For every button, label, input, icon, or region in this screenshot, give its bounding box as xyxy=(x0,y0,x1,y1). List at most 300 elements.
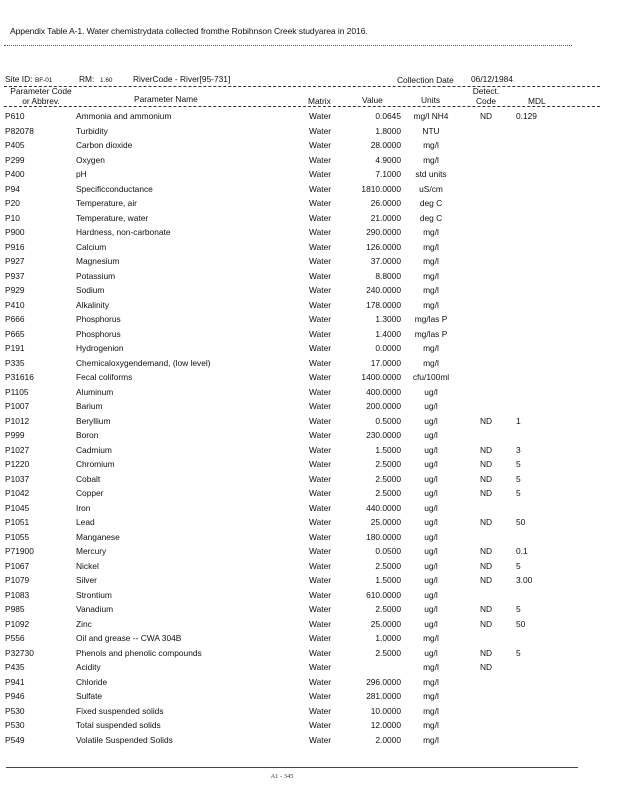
table-row xyxy=(0,242,618,257)
parameter-name: Magnesium xyxy=(76,256,120,266)
detect-code-cell: ND xyxy=(479,604,493,614)
parameter-code: P985 xyxy=(5,604,25,614)
header-param-code-line2: or Abbrev. xyxy=(22,96,60,106)
units-cell: cfu/100ml xyxy=(412,372,450,382)
units-cell: mg/l xyxy=(423,720,439,730)
table-row xyxy=(0,213,618,228)
parameter-code: P20 xyxy=(5,198,20,208)
value-cell: 25.0000 xyxy=(370,517,401,527)
header-detect-line1: Detect. xyxy=(472,86,500,96)
units-cell: mg/l NH4 xyxy=(413,111,449,121)
parameter-name: Silver xyxy=(76,575,97,585)
parameter-name: Vanadium xyxy=(76,604,114,614)
value-cell: 2.5000 xyxy=(375,473,401,484)
parameter-name: Chromium xyxy=(76,459,115,469)
matrix-cell: Water xyxy=(309,473,332,484)
matrix-cell: Water xyxy=(309,111,332,121)
parameter-code: P999 xyxy=(5,430,25,440)
value-cell: 1.5000 xyxy=(375,444,401,455)
table-row xyxy=(0,474,618,489)
table-row xyxy=(0,372,618,387)
parameter-code: P32730 xyxy=(5,647,34,658)
units-cell: mg/l xyxy=(423,270,439,281)
parameter-name: Copper xyxy=(76,488,104,498)
value-cell: 1.8000 xyxy=(375,125,401,136)
table-row xyxy=(0,503,618,518)
site-id-label: Site ID: xyxy=(5,74,33,84)
table-row xyxy=(0,445,618,460)
value-cell: 610.0000 xyxy=(366,589,401,600)
matrix-cell: Water xyxy=(309,357,332,368)
matrix-cell: Water xyxy=(309,531,332,542)
value-cell: 4.9000 xyxy=(375,154,401,165)
matrix-cell: Water xyxy=(309,154,332,165)
mdl-cell: 50 xyxy=(516,618,526,629)
header-bottom-divider xyxy=(4,106,600,107)
table-row xyxy=(0,111,618,126)
parameter-name: Cadmium xyxy=(76,444,112,455)
value-cell: 2.5000 xyxy=(375,488,401,498)
units-cell: mg/l xyxy=(423,676,439,687)
units-cell: mg/l xyxy=(423,227,439,237)
parameter-name: Zinc xyxy=(76,618,92,629)
mdl-cell: 5 xyxy=(516,488,521,498)
value-cell: 290.0000 xyxy=(366,227,401,237)
matrix-cell: Water xyxy=(309,676,332,687)
river-code: RiverCode - River[95-731] xyxy=(133,74,231,84)
parameter-code: P1083 xyxy=(5,589,30,600)
parameter-name: Volatile Suspended Solids xyxy=(76,734,173,745)
parameter-code: P900 xyxy=(5,227,25,237)
parameter-name: Nickel xyxy=(76,560,99,571)
parameter-name: Cobalt xyxy=(76,473,101,484)
parameter-name: Sulfate xyxy=(76,691,103,701)
value-cell: 21.0000 xyxy=(370,212,401,223)
units-cell: mg/l xyxy=(423,285,439,295)
units-cell: ug/l xyxy=(424,604,438,614)
value-cell: 28.0000 xyxy=(370,140,401,150)
matrix-cell: Water xyxy=(309,227,332,237)
parameter-name: Temperature, water xyxy=(76,212,149,223)
units-cell: mg/l xyxy=(423,154,439,165)
parameter-code: P530 xyxy=(5,705,25,716)
value-cell: 240.0000 xyxy=(366,285,401,295)
matrix-cell: Water xyxy=(309,691,332,701)
header-top-divider xyxy=(4,86,600,87)
parameter-code: P31616 xyxy=(5,372,34,382)
units-cell: ug/l xyxy=(424,459,438,469)
value-cell: 7.1000 xyxy=(375,169,401,179)
matrix-cell: Water xyxy=(309,560,332,571)
value-cell: 0.5000 xyxy=(375,415,401,426)
parameter-name: Turbidity xyxy=(76,125,108,136)
units-cell: ug/l xyxy=(424,488,438,498)
units-cell: std units xyxy=(415,169,447,179)
matrix-cell: Water xyxy=(309,125,332,136)
table-row xyxy=(0,329,618,344)
value-cell: 296.0000 xyxy=(366,676,401,687)
parameter-code: P1105 xyxy=(5,386,29,397)
matrix-cell: Water xyxy=(309,183,332,194)
value-cell: 2.5000 xyxy=(375,459,401,469)
value-cell: 281.0000 xyxy=(366,691,401,701)
value-cell: 2.5000 xyxy=(375,560,401,571)
matrix-cell: Water xyxy=(309,212,332,223)
matrix-cell: Water xyxy=(309,633,332,643)
site-id-value: BF-01 xyxy=(35,77,53,84)
parameter-name: Specificconductance xyxy=(76,183,153,194)
table-row xyxy=(0,358,618,373)
units-cell: mg/l xyxy=(423,662,439,672)
parameter-code: P335 xyxy=(5,357,25,368)
parameter-code: P929 xyxy=(5,285,25,295)
detect-code-cell: ND xyxy=(479,662,493,672)
matrix-cell: Water xyxy=(309,502,332,513)
units-cell: ug/l xyxy=(424,444,438,455)
parameter-name: Phenols and phenolic compounds xyxy=(76,647,202,658)
header-matrix: Matrix xyxy=(308,96,331,106)
parameter-code: P191 xyxy=(5,343,25,353)
detect-code-cell: ND xyxy=(479,488,493,498)
parameter-code: P410 xyxy=(5,299,25,310)
detect-code-cell: ND xyxy=(479,444,493,455)
matrix-cell: Water xyxy=(309,589,332,600)
units-cell: deg C xyxy=(419,198,443,208)
table-row xyxy=(0,517,618,532)
parameter-code: P82078 xyxy=(5,125,34,136)
units-cell: mg/las P xyxy=(414,328,448,339)
parameter-code: P665 xyxy=(5,328,25,339)
matrix-cell: Water xyxy=(309,169,332,179)
table-row xyxy=(0,575,618,590)
parameter-name: Hydrogenion xyxy=(76,343,124,353)
table-row xyxy=(0,561,618,576)
value-cell: 37.0000 xyxy=(370,256,401,266)
units-cell: ug/l xyxy=(424,415,438,426)
parameter-code: P937 xyxy=(5,270,25,281)
table-row xyxy=(0,604,618,619)
units-cell: ug/l xyxy=(424,502,438,513)
detect-code-cell: ND xyxy=(479,647,493,658)
units-cell: mg/l xyxy=(423,241,439,252)
parameter-code: P71900 xyxy=(5,546,34,556)
mdl-cell: 1 xyxy=(516,415,521,426)
parameter-name: Hardness, non-carbonate xyxy=(76,227,171,237)
parameter-name: Barium xyxy=(76,401,103,411)
table-row xyxy=(0,401,618,416)
matrix-cell: Water xyxy=(309,241,332,252)
parameter-code: P530 xyxy=(5,720,25,730)
parameter-name: Phosphorus xyxy=(76,328,121,339)
units-cell: ug/l xyxy=(424,473,438,484)
parameter-code: P1042 xyxy=(5,488,30,498)
table-row xyxy=(0,619,618,634)
units-cell: mg/l xyxy=(423,256,439,266)
units-cell: mg/l xyxy=(423,343,439,353)
parameter-code: P1092 xyxy=(5,618,30,629)
header-mdl: MDL xyxy=(528,96,546,106)
table-row xyxy=(0,648,618,663)
parameter-name: Fixed suspended solids xyxy=(76,705,164,716)
units-cell: ug/l xyxy=(424,589,438,600)
parameter-code: P549 xyxy=(5,734,25,745)
value-cell: 0.0000 xyxy=(375,343,401,353)
value-cell: 1.0000 xyxy=(375,633,401,643)
mdl-cell: 0.129 xyxy=(516,111,537,121)
parameter-code: P666 xyxy=(5,314,25,324)
table-row xyxy=(0,256,618,271)
matrix-cell: Water xyxy=(309,705,332,716)
units-cell: uS/cm xyxy=(419,183,443,194)
matrix-cell: Water xyxy=(309,488,332,498)
parameter-name: Aluminum xyxy=(76,386,114,397)
matrix-cell: Water xyxy=(309,720,332,730)
parameter-name: Acidity xyxy=(76,662,101,672)
table-row xyxy=(0,430,618,445)
parameter-code: P1027 xyxy=(5,444,30,455)
mdl-cell: 5 xyxy=(516,473,521,484)
matrix-cell: Water xyxy=(309,299,332,310)
table-row xyxy=(0,546,618,561)
header-value: Value xyxy=(362,95,383,105)
value-cell: 1.3000 xyxy=(375,314,401,324)
parameter-code: P1045 xyxy=(5,502,30,513)
table-row xyxy=(0,343,618,358)
units-cell: ug/l xyxy=(424,517,438,527)
matrix-cell: Water xyxy=(309,401,332,411)
value-cell: 26.0000 xyxy=(370,198,401,208)
footer-divider xyxy=(6,767,578,768)
value-cell: 1.5000 xyxy=(375,575,401,585)
detect-code-cell: ND xyxy=(479,618,493,629)
parameter-code: P94 xyxy=(5,183,20,194)
parameter-code: P1037 xyxy=(5,473,30,484)
units-cell: ug/l xyxy=(424,575,438,585)
parameter-code: P405 xyxy=(5,140,25,150)
units-cell: mg/l xyxy=(423,734,439,745)
detect-code-cell: ND xyxy=(479,459,493,469)
parameter-code: P941 xyxy=(5,676,25,687)
header-param-name: Parameter Name xyxy=(134,94,198,104)
matrix-cell: Water xyxy=(309,328,332,339)
parameter-code: P1220 xyxy=(5,459,30,469)
collection-date-label: Collection Date xyxy=(397,75,454,85)
table-row xyxy=(0,169,618,184)
table-row xyxy=(0,590,618,605)
detect-code-cell: ND xyxy=(479,473,493,484)
parameter-name: Fecal coliforms xyxy=(76,372,133,382)
parameter-name: pH xyxy=(76,169,87,179)
value-cell: 0.0645 xyxy=(375,111,401,121)
units-cell: mg/l xyxy=(423,705,439,716)
value-cell: 0.0500 xyxy=(375,546,401,556)
matrix-cell: Water xyxy=(309,343,332,353)
value-cell: 10.0000 xyxy=(370,705,401,716)
units-cell: mg/l xyxy=(423,299,439,310)
matrix-cell: Water xyxy=(309,256,332,266)
value-cell: 440.0000 xyxy=(366,502,401,513)
units-cell: ug/l xyxy=(424,531,438,542)
matrix-cell: Water xyxy=(309,734,332,745)
parameter-code: P435 xyxy=(5,662,25,672)
mdl-cell: 5 xyxy=(516,647,521,658)
parameter-name: Chloride xyxy=(76,676,108,687)
units-cell: mg/l xyxy=(423,357,439,368)
value-cell: 2.5000 xyxy=(375,604,401,614)
mdl-cell: 3 xyxy=(516,444,521,455)
matrix-cell: Water xyxy=(309,662,332,672)
units-cell: deg C xyxy=(419,212,443,223)
matrix-cell: Water xyxy=(309,372,332,382)
table-row xyxy=(0,459,618,474)
table-row xyxy=(0,271,618,286)
table-row xyxy=(0,735,618,750)
value-cell: 180.0000 xyxy=(366,531,401,542)
data-table xyxy=(0,111,618,749)
value-cell: 126.0000 xyxy=(366,241,401,252)
table-row xyxy=(0,532,618,547)
table-row xyxy=(0,155,618,170)
parameter-code: P299 xyxy=(5,154,25,165)
parameter-code: P10 xyxy=(5,212,20,223)
units-cell: mg/l xyxy=(423,140,439,150)
matrix-cell: Water xyxy=(309,647,332,658)
parameter-name: Strontium xyxy=(76,589,112,600)
units-cell: mg/l xyxy=(423,633,439,643)
parameter-code: P1079 xyxy=(5,575,30,585)
matrix-cell: Water xyxy=(309,270,332,281)
units-cell: ug/l xyxy=(424,430,438,440)
parameter-name: Chemicaloxygendemand, (low level) xyxy=(76,357,211,368)
parameter-name: Phosphorus xyxy=(76,314,121,324)
value-cell: 200.0000 xyxy=(366,401,401,411)
value-cell: 178.0000 xyxy=(366,299,401,310)
matrix-cell: Water xyxy=(309,444,332,455)
table-row xyxy=(0,677,618,692)
matrix-cell: Water xyxy=(309,314,332,324)
detect-code-cell: ND xyxy=(479,560,493,571)
table-row xyxy=(0,706,618,721)
parameter-name: Potassium xyxy=(76,270,116,281)
table-row xyxy=(0,314,618,329)
value-cell: 12.0000 xyxy=(370,720,401,730)
detect-code-cell: ND xyxy=(479,575,493,585)
parameter-code: P556 xyxy=(5,633,25,643)
value-cell: 2.0000 xyxy=(375,734,401,745)
matrix-cell: Water xyxy=(309,415,332,426)
parameter-code: P400 xyxy=(5,169,25,179)
parameter-name: Carbon dioxide xyxy=(76,140,133,150)
parameter-name: Mercury xyxy=(76,546,107,556)
table-row xyxy=(0,285,618,300)
matrix-cell: Water xyxy=(309,198,332,208)
table-row xyxy=(0,184,618,199)
matrix-cell: Water xyxy=(309,285,332,295)
parameter-code: P1007 xyxy=(5,401,30,411)
value-cell: 1400.0000 xyxy=(361,372,401,382)
parameter-name: Beryllium xyxy=(76,415,111,426)
matrix-cell: Water xyxy=(309,140,332,150)
parameter-code: P1055 xyxy=(5,531,30,542)
table-row xyxy=(0,416,618,431)
rm-value: 1.60 xyxy=(100,77,113,84)
value-cell: 1810.0000 xyxy=(361,183,401,194)
parameter-name: Oil and grease -- CWA 304B xyxy=(76,633,182,643)
parameter-name: Manganese xyxy=(76,531,120,542)
parameter-name: Iron xyxy=(76,502,91,513)
table-row xyxy=(0,227,618,242)
matrix-cell: Water xyxy=(309,604,332,614)
parameter-name: Lead xyxy=(76,517,95,527)
table-row xyxy=(0,488,618,503)
matrix-cell: Water xyxy=(309,430,332,440)
matrix-cell: Water xyxy=(309,459,332,469)
parameter-code: P1012 xyxy=(5,415,30,426)
parameter-name: Total suspended solids xyxy=(76,720,161,730)
table-row xyxy=(0,662,618,677)
units-cell: ug/l xyxy=(424,546,438,556)
parameter-name: Temperature, air xyxy=(76,198,137,208)
detect-code-cell: ND xyxy=(479,111,493,121)
mdl-cell: 5 xyxy=(516,604,521,614)
mdl-cell: 5 xyxy=(516,560,521,571)
header-detect-line2: Code xyxy=(475,96,497,106)
parameter-code: P610 xyxy=(5,111,25,121)
value-cell: 17.0000 xyxy=(370,357,401,368)
matrix-cell: Water xyxy=(309,386,332,397)
units-cell: mg/l xyxy=(423,691,439,701)
value-cell: 2.5000 xyxy=(375,647,401,658)
parameter-name: Sodium xyxy=(76,285,105,295)
matrix-cell: Water xyxy=(309,618,332,629)
units-cell: mg/las P xyxy=(414,314,448,324)
matrix-cell: Water xyxy=(309,575,332,585)
value-cell: 400.0000 xyxy=(366,386,401,397)
table-row xyxy=(0,691,618,706)
table-row xyxy=(0,198,618,213)
parameter-code: P927 xyxy=(5,256,25,266)
table-row xyxy=(0,720,618,735)
parameter-name: Oxygen xyxy=(76,154,105,165)
detect-code-cell: ND xyxy=(479,517,493,527)
table-row xyxy=(0,633,618,648)
caption-divider xyxy=(4,45,572,46)
parameter-code: P1067 xyxy=(5,560,30,571)
detect-code-cell: ND xyxy=(479,546,493,556)
units-cell: NTU xyxy=(422,125,440,136)
table-row xyxy=(0,126,618,141)
units-cell: ug/l xyxy=(424,647,438,658)
units-cell: ug/l xyxy=(424,560,438,571)
detect-code-cell: ND xyxy=(479,415,493,426)
parameter-code: P946 xyxy=(5,691,25,701)
matrix-cell: Water xyxy=(309,546,332,556)
units-cell: ug/l xyxy=(424,618,438,629)
parameter-code: P1051 xyxy=(5,517,30,527)
units-cell: ug/l xyxy=(424,386,438,397)
value-cell: 8.8000 xyxy=(375,270,401,281)
parameter-name: Alkalinity xyxy=(76,299,110,310)
rm-label: RM: xyxy=(79,74,95,84)
mdl-cell: 3.00 xyxy=(516,575,533,585)
table-row xyxy=(0,140,618,155)
value-cell: 25.0000 xyxy=(370,618,401,629)
mdl-cell: 5 xyxy=(516,459,521,469)
table-caption: Appendix Table A-1. Water chemistrydata collected fromthe Robihnson Creek studyarea in 2016. xyxy=(10,26,368,36)
mdl-cell: 0.1 xyxy=(516,546,528,556)
table-row xyxy=(0,387,618,402)
value-cell: 1.4000 xyxy=(375,328,401,339)
